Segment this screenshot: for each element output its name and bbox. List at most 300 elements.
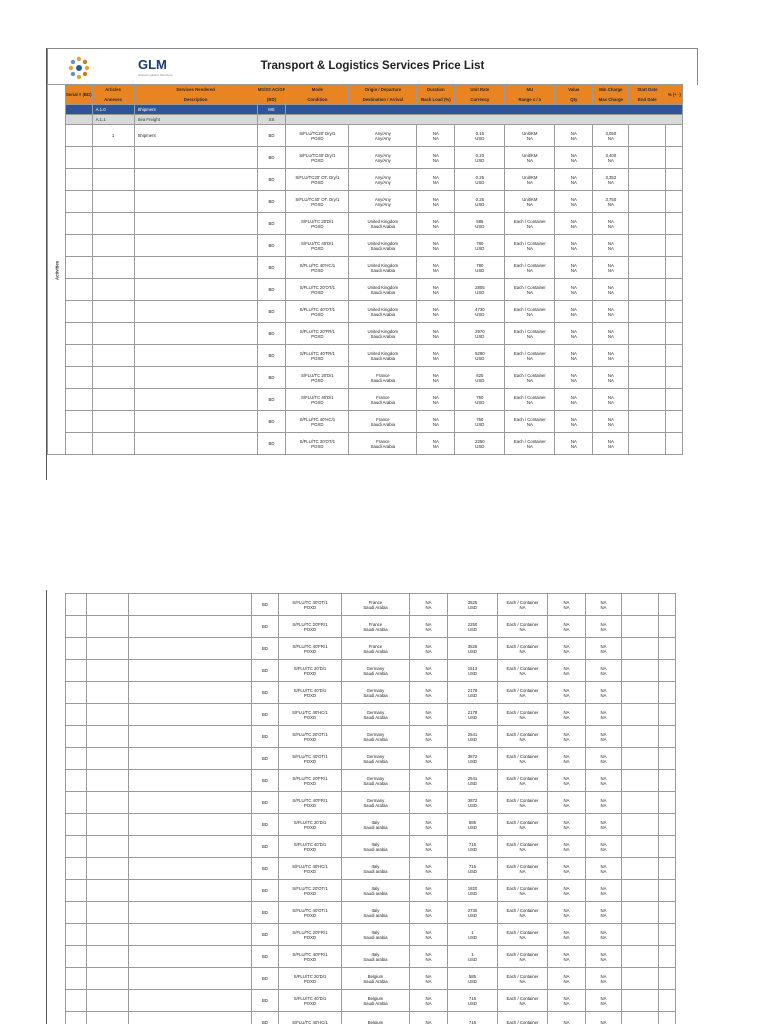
service-cell: [129, 946, 252, 968]
mu-cell: Each / Container NA: [505, 257, 555, 279]
duration-cell: NA NA: [417, 345, 455, 367]
mode-cell: S/FLU/TC 20'FR/1 POXD: [279, 770, 342, 792]
duration-cell: NA NA: [410, 858, 448, 880]
mu-cell: Each / Container NA: [505, 367, 555, 389]
ms-cell: BD: [252, 616, 279, 638]
mu-cell: Each / Container NA: [505, 345, 555, 367]
mode-cell: S/FLU/TC 40'HC/1 POXD: [279, 704, 342, 726]
rate-cell: 715 USD: [448, 836, 498, 858]
pct-cell: [659, 704, 676, 726]
service-cell: [129, 748, 252, 770]
duration-cell: NA NA: [410, 682, 448, 704]
serial-cell: [66, 902, 87, 924]
ms-cell: BD: [252, 704, 279, 726]
date-cell: [622, 638, 659, 660]
mode-cell: S/FLU/TC 40'FR/1 POXD: [279, 638, 342, 660]
article-cell: [92, 323, 134, 345]
charge-cell: NA NA: [586, 814, 622, 836]
route-cell: France Saudi Arabia: [342, 616, 410, 638]
serial-cell: [66, 345, 93, 367]
table-row: [48, 433, 683, 455]
service-cell: [134, 191, 257, 213]
route-cell: Italy Saudi arabia: [342, 814, 410, 836]
date-cell: [629, 235, 666, 257]
col-mode: Mode Condition: [286, 85, 349, 105]
mu-cell: Each / Container NA: [498, 902, 548, 924]
route-cell: Any/Any Any/Any: [349, 125, 417, 147]
charge-cell: NA NA: [586, 924, 622, 946]
value-cell: NA NA: [548, 946, 586, 968]
service-cell: [134, 279, 257, 301]
value-cell: NA NA: [548, 616, 586, 638]
table-row: [66, 704, 676, 726]
duration-cell: NA NA: [417, 411, 455, 433]
service-cell: [129, 660, 252, 682]
value-cell: NA NA: [555, 367, 593, 389]
service-cell: [129, 990, 252, 1012]
mu-cell: Each / Container NA: [505, 301, 555, 323]
rate-cell: 4730 USD: [455, 301, 505, 323]
mode-cell: S/FLU/TC 20'D/1 POXD: [286, 367, 349, 389]
service-cell: [134, 147, 257, 169]
mode-cell: S/FLU/TC20' Dry/1 POXD: [286, 125, 349, 147]
pct-cell: [659, 946, 676, 968]
charge-cell: NA NA: [586, 836, 622, 858]
ms-cell: BD: [252, 814, 279, 836]
value-cell: NA NA: [548, 858, 586, 880]
ms-cell: BD: [257, 389, 286, 411]
ms-cell: BD: [257, 367, 286, 389]
table-row: [48, 191, 683, 213]
value-cell: NA NA: [548, 902, 586, 924]
duration-cell: NA NA: [410, 660, 448, 682]
service-cell: [129, 682, 252, 704]
article-cell: [87, 792, 129, 814]
service-cell: [134, 169, 257, 191]
date-cell: [629, 389, 666, 411]
date-cell: [622, 594, 659, 616]
serial-cell: [66, 638, 87, 660]
article-cell: [87, 704, 129, 726]
rate-cell: 625 USD: [455, 367, 505, 389]
mu-cell: Each / Container NA: [505, 411, 555, 433]
ms-cell: BD: [257, 235, 286, 257]
charge-cell: NA NA: [586, 594, 622, 616]
table-row: [66, 748, 676, 770]
charge-cell: NA NA: [586, 616, 622, 638]
pct-cell: [659, 748, 676, 770]
rate-cell: 3872 USD: [448, 792, 498, 814]
ms-cell: BD: [252, 968, 279, 990]
rate-cell: 780 USD: [455, 257, 505, 279]
serial-cell: [66, 433, 93, 455]
serial-cell: [66, 968, 87, 990]
charge-cell: 3,352 NA: [593, 169, 629, 191]
pct-cell: [666, 125, 683, 147]
date-cell: [622, 814, 659, 836]
mu-cell: Each / Container NA: [498, 704, 548, 726]
value-cell: NA NA: [555, 213, 593, 235]
mode-cell: S/FLU/TC 40'D/1 POXD: [286, 389, 349, 411]
mode-cell: S/FLU/TC40' OT. Dry/1 POXD: [286, 191, 349, 213]
pct-cell: [659, 924, 676, 946]
article-cell: [87, 924, 129, 946]
pct-cell: [666, 213, 683, 235]
service-cell: [129, 726, 252, 748]
rate-cell: 2970 USD: [455, 323, 505, 345]
ms-cell: BD: [252, 792, 279, 814]
rate-cell: 2541 USD: [448, 726, 498, 748]
charge-cell: NA NA: [593, 235, 629, 257]
route-cell: United Kingdom Saudi Arabia: [349, 257, 417, 279]
charge-cell: NA NA: [586, 792, 622, 814]
serial-cell: [66, 748, 87, 770]
pct-cell: [659, 836, 676, 858]
serial-cell: [66, 169, 93, 191]
mu-cell: Each / Container: [498, 1012, 548, 1024]
table-row: [48, 279, 683, 301]
service-cell: [134, 301, 257, 323]
date-cell: [629, 279, 666, 301]
rate-cell: 715 USD: [448, 858, 498, 880]
charge-cell: NA NA: [593, 301, 629, 323]
serial-cell: [66, 858, 87, 880]
duration-cell: NA NA: [417, 279, 455, 301]
rate-cell: 3525 USD: [448, 638, 498, 660]
date-cell: [622, 726, 659, 748]
date-cell: [629, 213, 666, 235]
mode-cell: S/FLU/TC 20'OT/1 POXD: [286, 433, 349, 455]
col-unit-rate: Unit Rate Currency: [455, 85, 505, 105]
article-cell: [87, 880, 129, 902]
col-value: Value Qty: [555, 85, 593, 105]
mu-cell: Each / Container NA: [498, 836, 548, 858]
date-cell: [629, 367, 666, 389]
date-cell: [629, 301, 666, 323]
ms-cell: BD: [257, 323, 286, 345]
duration-cell: NA NA: [410, 594, 448, 616]
pct-cell: [666, 433, 683, 455]
rate-cell: 585 USD: [455, 213, 505, 235]
charge-cell: NA NA: [586, 770, 622, 792]
serial-cell: [66, 235, 93, 257]
service-cell: [129, 836, 252, 858]
date-cell: [622, 704, 659, 726]
pct-cell: [659, 990, 676, 1012]
date-cell: [622, 792, 659, 814]
route-cell: Italy Saudi arabia: [342, 880, 410, 902]
article-cell: [87, 990, 129, 1012]
rate-cell: 0.20 USD: [455, 147, 505, 169]
service-cell: [129, 792, 252, 814]
table-row: [48, 169, 683, 191]
charge-cell: 3,050 NA: [593, 125, 629, 147]
table-row: [48, 147, 683, 169]
price-table-continued: [65, 593, 676, 1024]
article-cell: 1: [92, 125, 134, 147]
service-cell: Shipment: [134, 125, 257, 147]
service-cell: [129, 638, 252, 660]
route-cell: United Kingdom Saudi Arabia: [349, 213, 417, 235]
col-dates: Start Date End Date: [629, 85, 666, 105]
pct-cell: [666, 301, 683, 323]
pct-cell: [666, 367, 683, 389]
table-row: [66, 638, 676, 660]
route-cell: Italy Saudi arabia: [342, 946, 410, 968]
pct-cell: [666, 169, 683, 191]
rate-cell: 1513 USD: [448, 660, 498, 682]
rate-cell: 2250 USD: [448, 616, 498, 638]
value-cell: NA NA: [555, 125, 593, 147]
route-cell: France Saudi Arabia: [349, 433, 417, 455]
duration-cell: NA NA: [417, 213, 455, 235]
rate-cell: 1 USD: [448, 946, 498, 968]
serial-cell: [66, 257, 93, 279]
date-cell: [622, 924, 659, 946]
date-cell: [629, 257, 666, 279]
table-row: [48, 323, 683, 345]
table-row: [66, 616, 676, 638]
duration-cell: NA NA: [417, 169, 455, 191]
mode-cell: S/FLU/TC 20'FR/1 POXD: [279, 924, 342, 946]
date-cell: [622, 660, 659, 682]
pct-cell: [666, 411, 683, 433]
pct-cell: [659, 682, 676, 704]
route-cell: United Kingdom Saudi Arabia: [349, 235, 417, 257]
date-cell: [629, 411, 666, 433]
table-row: [48, 235, 683, 257]
duration-cell: NA NA: [410, 902, 448, 924]
route-cell: France Saudi Arabia: [349, 411, 417, 433]
article-cell: [92, 389, 134, 411]
charge-cell: NA NA: [593, 389, 629, 411]
rate-cell: 2250 USD: [455, 433, 505, 455]
service-cell: [129, 858, 252, 880]
pct-cell: [659, 814, 676, 836]
route-cell: Germany Saudi Arabia: [342, 770, 410, 792]
route-cell: Germany Saudi Arabia: [342, 792, 410, 814]
article-cell: [87, 858, 129, 880]
article-cell: [92, 301, 134, 323]
ms-cell: BD: [252, 858, 279, 880]
date-cell: [629, 191, 666, 213]
serial-cell: [66, 924, 87, 946]
mode-cell: S/FLU/TC 40'D/1 POXD: [279, 682, 342, 704]
duration-cell: NA NA: [410, 638, 448, 660]
table-row: [66, 726, 676, 748]
date-cell: [622, 770, 659, 792]
col-mu: MU Range ≤ / ≥: [505, 85, 555, 105]
ms-cell: BD: [252, 748, 279, 770]
serial-cell: [66, 792, 87, 814]
mode-cell: S/FLU/TC 40'HC/1 POXD: [286, 411, 349, 433]
col-pct: % (+ -): [666, 85, 683, 105]
ms-cell: BD: [252, 902, 279, 924]
charge-cell: NA NA: [586, 726, 622, 748]
date-cell: [629, 125, 666, 147]
article-cell: [87, 770, 129, 792]
section-ms: MS: [257, 105, 286, 115]
rate-cell: 2541 USD: [448, 770, 498, 792]
duration-cell: NA NA: [410, 946, 448, 968]
col-articles: Articles Annexes: [92, 85, 134, 105]
route-cell: France Saudi Arabia: [349, 389, 417, 411]
rate-cell: 750 USD: [455, 411, 505, 433]
pct-cell: [659, 902, 676, 924]
date-cell: [629, 345, 666, 367]
table-row: [66, 858, 676, 880]
service-cell: [134, 367, 257, 389]
price-list-page-2: [0, 590, 768, 1024]
article-cell: [92, 169, 134, 191]
value-cell: NA NA: [555, 235, 593, 257]
service-cell: [134, 213, 257, 235]
mode-cell: S/FLU/TC 20'D/1 POXD: [279, 968, 342, 990]
pct-cell: [659, 858, 676, 880]
date-cell: [622, 968, 659, 990]
value-cell: NA NA: [555, 279, 593, 301]
route-cell: Italy Saudi arabia: [342, 858, 410, 880]
article-cell: [92, 367, 134, 389]
ms-cell: BD: [252, 638, 279, 660]
serial-cell: [66, 770, 87, 792]
duration-cell: NA NA: [410, 792, 448, 814]
route-cell: Germany Saudi Arabia: [342, 682, 410, 704]
mode-cell: S/FLU/TC 40'OT/1 POXD: [279, 748, 342, 770]
serial-cell: [66, 213, 93, 235]
date-cell: [622, 1012, 659, 1024]
serial-cell: [66, 836, 87, 858]
mode-cell: S/FLU/TC 40'HC/1 POXD: [279, 858, 342, 880]
value-cell: NA NA: [555, 323, 593, 345]
serial-cell: [66, 389, 93, 411]
duration-cell: NA NA: [410, 726, 448, 748]
duration-cell: NA NA: [410, 748, 448, 770]
value-cell: NA NA: [555, 257, 593, 279]
pct-cell: [659, 880, 676, 902]
ms-cell: BD: [257, 147, 286, 169]
value-cell: NA NA: [555, 301, 593, 323]
sheet-header: [47, 48, 698, 85]
table-row: [66, 682, 676, 704]
date-cell: [622, 946, 659, 968]
route-cell: Germany Saudi Arabia: [342, 748, 410, 770]
col-duration: Duration Back Load (%): [417, 85, 455, 105]
rate-cell: 585 USD: [448, 968, 498, 990]
table-row: [48, 345, 683, 367]
value-cell: NA NA: [555, 345, 593, 367]
rate-cell: 585 USD: [448, 814, 498, 836]
price-table: [47, 84, 683, 455]
mode-cell: S/FLU/TC 40'FR/1 POXD: [286, 345, 349, 367]
serial-cell: [66, 125, 93, 147]
value-cell: NA NA: [548, 704, 586, 726]
charge-cell: NA NA: [586, 858, 622, 880]
serial-cell: [66, 191, 93, 213]
date-cell: [622, 880, 659, 902]
value-cell: NA NA: [548, 880, 586, 902]
route-cell: United Kingdom Saudi Arabia: [349, 301, 417, 323]
pct-cell: [666, 235, 683, 257]
article-cell: [92, 345, 134, 367]
value-cell: NA NA: [548, 968, 586, 990]
ms-cell: BD: [257, 257, 286, 279]
date-cell: [622, 858, 659, 880]
rate-cell: 3525 USD: [448, 594, 498, 616]
serial-cell: [66, 594, 87, 616]
ms-cell: BD: [252, 946, 279, 968]
article-cell: [87, 616, 129, 638]
value-cell: NA NA: [555, 411, 593, 433]
article-cell: [87, 968, 129, 990]
mode-cell: S/FLU/TC 40'HC/1: [279, 1012, 342, 1024]
col-serial: Serial # (BD): [66, 85, 93, 105]
rate-cell: 0.25 USD: [455, 191, 505, 213]
charge-cell: NA NA: [586, 704, 622, 726]
mu-cell: Unit/KM NA: [505, 169, 555, 191]
service-cell: [134, 389, 257, 411]
article-cell: [87, 946, 129, 968]
date-cell: [622, 902, 659, 924]
pct-cell: [666, 389, 683, 411]
duration-cell: NA NA: [410, 880, 448, 902]
service-cell: [129, 968, 252, 990]
duration-cell: NA NA: [410, 704, 448, 726]
section-code: A.1.1: [92, 115, 134, 125]
article-cell: [87, 902, 129, 924]
charge-cell: NA NA: [586, 682, 622, 704]
table-row: [66, 814, 676, 836]
mu-cell: Each / Container NA: [498, 682, 548, 704]
ms-cell: BD: [252, 594, 279, 616]
charge-cell: NA NA: [586, 968, 622, 990]
service-cell: [129, 814, 252, 836]
table-row: [66, 792, 676, 814]
serial-cell: [66, 147, 93, 169]
date-cell: [629, 147, 666, 169]
serial-cell: [66, 616, 87, 638]
value-cell: NA NA: [548, 660, 586, 682]
rate-cell: 3872 USD: [448, 748, 498, 770]
mu-cell: Each / Container NA: [498, 638, 548, 660]
mu-cell: Each / Container NA: [498, 748, 548, 770]
service-cell: [129, 1012, 252, 1024]
mu-cell: Each / Container NA: [498, 946, 548, 968]
route-cell: United Kingdom Saudi Arabia: [349, 345, 417, 367]
value-cell: NA NA: [548, 726, 586, 748]
route-cell: Germany Saudi Arabia: [342, 704, 410, 726]
service-cell: [134, 323, 257, 345]
table-row: [66, 660, 676, 682]
value-cell: NA: [548, 1012, 586, 1024]
serial-cell: [66, 301, 93, 323]
route-cell: United Kingdom Saudi Arabia: [349, 323, 417, 345]
rate-cell: 1 USD: [448, 924, 498, 946]
pct-cell: [659, 660, 676, 682]
mode-cell: S/FLU/TC 40'OT/1 POXD: [279, 902, 342, 924]
table-row: [66, 836, 676, 858]
ms-cell: BD: [257, 301, 286, 323]
col-origin: Origin / Departure Destination / Arrival: [349, 85, 417, 105]
article-cell: [87, 594, 129, 616]
charge-cell: NA NA: [586, 990, 622, 1012]
mu-cell: Each / Container NA: [505, 213, 555, 235]
route-cell: France Saudi Arabia: [342, 638, 410, 660]
route-cell: Belgium Saudi Arabia: [342, 968, 410, 990]
duration-cell: NA NA: [417, 257, 455, 279]
table-row: [66, 1012, 676, 1024]
date-cell: [622, 990, 659, 1012]
